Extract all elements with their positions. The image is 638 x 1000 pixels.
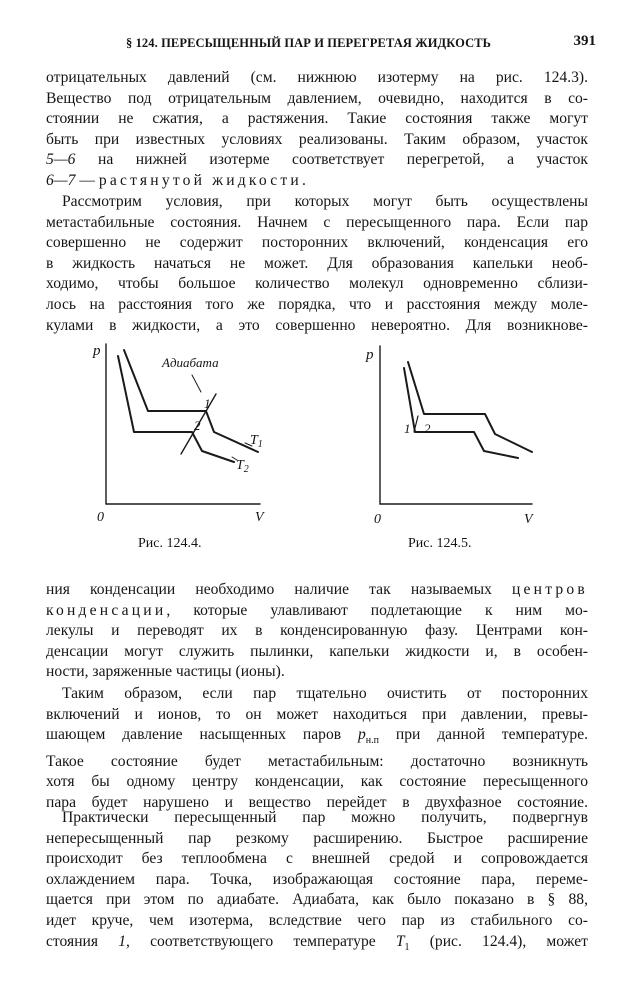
text-line: ности, заряженные частицы (ионы). [46,663,285,681]
paragraph-1 [46,68,588,192]
text-line: отрицательных давлений (см. нижнюю изотерму на рис. 124.3). [46,69,588,86]
paragraph-4 [46,684,588,814]
text-line: происходит без теплообмена с внешней средой и сопровождается [46,850,588,868]
text-line: Такое состояние будет метастабильным: достаточно возникнуть [46,752,588,770]
text-line: стояния 1, соответствующего температуре $T_1$ (рис. 124.4), может [46,932,588,953]
text-line: Практически пересыщенный пар можно получить, подвергнув [62,809,588,826]
temperature-symbol: T [395,932,405,950]
figure-124-5 [360,336,560,536]
spaced-emphasis: растянутой жидкости. [98,171,310,189]
text-line: метастабильные состояния. Начнем с пересыщенного пара. Если пар [46,213,588,231]
isotherm-upper [408,362,532,452]
text-line: стоянии не сжатия, а растяжения. Такие состояния также могут [46,110,588,128]
text-line: 5—6 на нижней изотерме соответствует перегретой, а участок [46,151,588,169]
text-line: лось на расстояния того же порядка, что и расстояния между моле- [46,295,588,313]
text-line: совершенно не содержит посторонних включений, конденсация его [46,234,588,252]
t2-label: $T_2$ [236,458,249,475]
p-axis-label: p [366,347,374,363]
figure-124-4 [80,336,280,536]
spaced-emphasis: центров [512,581,588,598]
spaced-emphasis: конденсации [46,601,167,619]
adiabat-label: Адиабата [162,355,219,370]
figure-124-5-diagram [360,336,560,536]
text-line: охлаждением пара. Точка, изображающая состояние пара, переме- [46,870,588,888]
point-1-label: 1 [404,421,411,436]
t1-label: $T_1$ [250,433,263,450]
text-line: Таким образом, если пар тщательно очистить от посторонних [62,685,588,702]
adiabat-pointer [192,375,201,392]
segment-label: 6—7 [46,171,76,189]
page-number: 391 [573,33,596,49]
text-line: идет круче, чем изотерма, вследствие чего пар из стабильного со- [46,911,588,929]
text-line: лекулы и переводят их в конденсированную фазу. Центрами кон- [46,622,588,640]
text-line: непересыщенный пар резкому расширению. Быстрое расширение [46,829,588,847]
paragraph-5 [46,808,588,958]
point-2-label: 2 [424,421,431,436]
text-line: конденсации, которые улавливают подлетающие к ним мо- [46,601,588,619]
running-head [126,33,596,56]
text-line: шающем давление насыщенных паров $p_{н.п}$ при данной температуре. [46,726,588,747]
figure-124-4-caption: Рис. 124.4. [138,536,202,551]
v-axis-label: V [255,510,264,525]
text-line: быть при известных условиях реализованы. Таким образом, участок [46,130,588,148]
text-line: щается при этом по адиабате. Адиабата, как было показано в § 88, [46,891,588,909]
text-line: Вещество под отрицательным давлением, очевидно, находится в со- [46,89,588,107]
text-line: 6—7 — растянутой жидкости. [46,171,310,189]
text-line: кулами в жидкости, а это совершенно невероятно. Для возникнове- [46,316,588,334]
v-axis-label: V [524,512,533,527]
figure-124-5-caption: Рис. 124.5. [408,536,472,551]
text-line: в жидкость начаться не может. Для образования капельки необ- [46,254,588,272]
point-2-label: 2 [194,418,201,433]
text-line: Рассмотрим условия, при которых могут быть осуществлены [62,193,588,210]
segment-label: 5—6 [46,151,76,169]
isotherm-t2 [118,356,234,462]
text-line: ния конденсации необходимо наличие так называемых центров [46,581,588,598]
text-line: пара будет нарушено и вещество перейдет в двухфазное состояние. [46,794,588,812]
section-title: § 124. ПЕРЕСЫЩЕННЫЙ ПАР И ПЕРЕГРЕТАЯ ЖИДКОСТЬ [126,36,491,50]
origin-label: 0 [97,510,104,525]
text-line: включений и ионов, то он может находиться при давлении, превы- [46,705,588,723]
text-line: хотя бы одному центру конденсации, как состояние пересыщенного [46,773,588,791]
figure-124-4-diagram [80,336,280,536]
origin-label: 0 [374,512,381,527]
paragraph-2 [46,192,588,336]
p-axis-label: p [93,343,101,359]
point-1-label: 1 [204,396,211,411]
text-line: ходимо, чтобы большое количество молекул одновременно сблизи- [46,275,588,293]
paragraph-3 [46,580,588,683]
pressure-symbol: p [358,726,366,744]
text-line: денсации могут служить пылинки, капельки жидкости и, в особен- [46,642,588,660]
